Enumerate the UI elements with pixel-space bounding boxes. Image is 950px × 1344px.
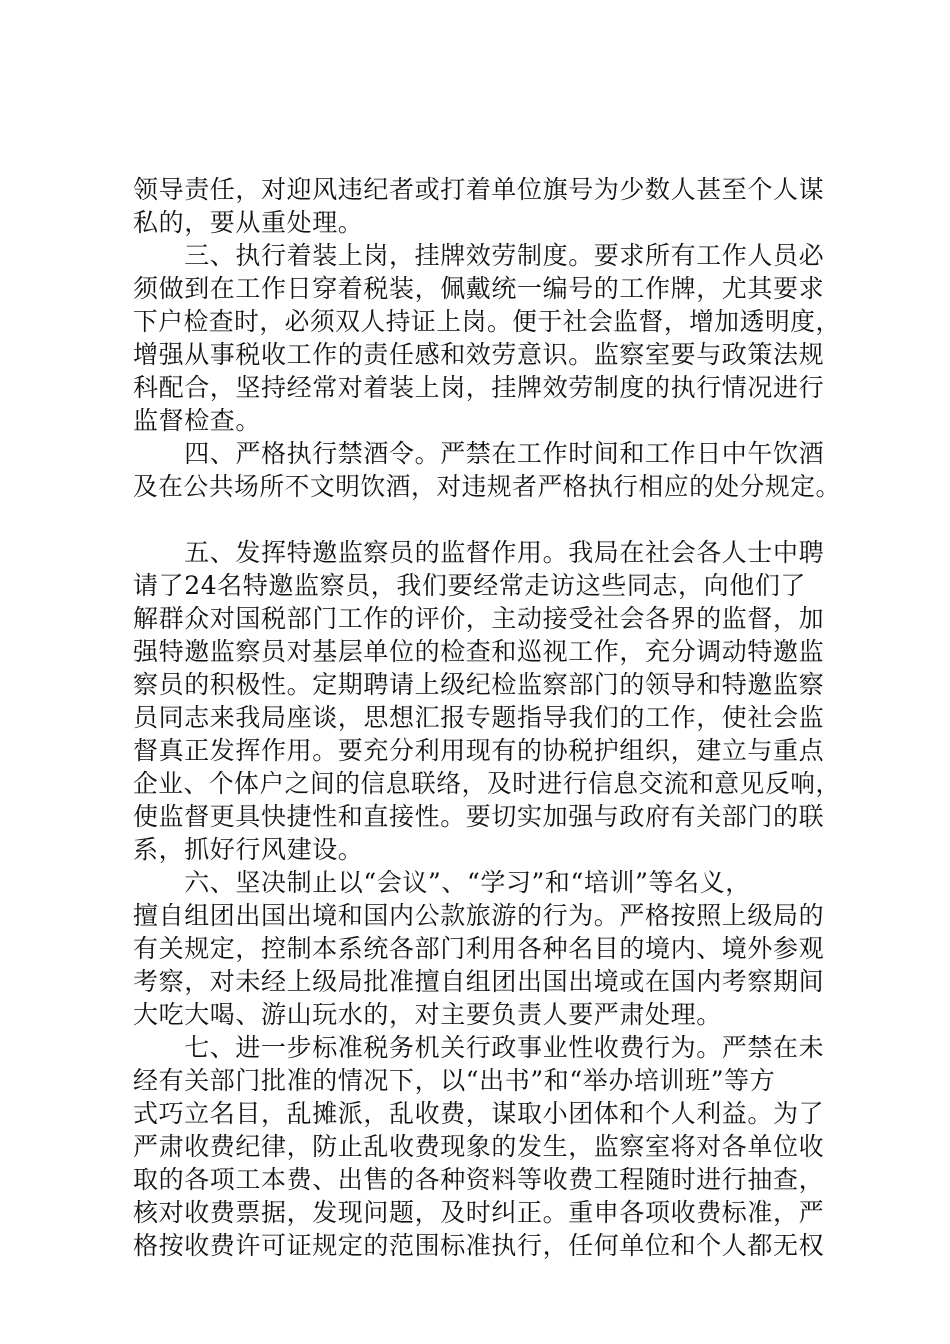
text-line: 请了24名特邀监察员，我们要经常走访这些同志，向他们了 (133, 571, 807, 600)
text-line: 四、严格执行禁酒令。严禁在工作时间和工作日中午饮酒 (133, 439, 825, 468)
text-line: 考察，对未经上级局批准擅自组团出国出境或在国内考察期间 (133, 967, 825, 996)
text-line: 式巧立名目，乱摊派，乱收费，谋取小团体和个人利益。为了 (133, 1099, 825, 1128)
text-line: 下户检查时，必须双人持证上岗。便于社会监督，增加透明度， (133, 307, 841, 336)
text-line: 严肃收费纪律，防止乱收费现象的发生，监察室将对各单位收 (133, 1132, 825, 1161)
text-line: 经有关部门批准的情况下，以“出书”和“举办培训班”等方 (133, 1066, 776, 1095)
text-line: 六、坚决制止以“会议”、“学习”和“培训”等名义， (133, 868, 751, 897)
text-line: 员同志来我局座谈，思想汇报专题指导我们的工作，使社会监 (133, 703, 825, 732)
text-line: 监督检查。 (133, 406, 262, 435)
text-line: 七、进一步标准税务机关行政事业性收费行为。严禁在未 (133, 1033, 825, 1062)
text-line: 企业、个体户之间的信息联络，及时进行信息交流和意见反响， (133, 769, 841, 798)
text-line: 大吃大喝、游山玩水的，对主要负责人要严肃处理。 (133, 1000, 722, 1029)
text-line: 督真正发挥作用。要充分利用现有的协税护组织，建立与重点 (133, 736, 825, 765)
text-line: 强特邀监察员对基层单位的检查和巡视工作，充分调动特邀监 (133, 637, 825, 666)
text-line: 取的各项工本费、出售的各种资料等收费工程随时进行抽查， (133, 1165, 825, 1194)
text-line: 擅自组团出国出境和国内公款旅游的行为。严格按照上级局的 (133, 901, 825, 930)
text-line: 三、执行着装上岗，挂牌效劳制度。要求所有工作人员必 (133, 241, 825, 270)
text-line: 解群众对国税部门工作的评价，主动接受社会各界的监督，加 (133, 604, 825, 633)
text-line: 科配合，坚持经常对着装上岗，挂牌效劳制度的执行情况进行 (133, 373, 825, 402)
text-line: 及在公共场所不文明饮酒，对违规者严格执行相应的处分规定。 (133, 472, 841, 501)
text-line: 须做到在工作日穿着税装，佩戴统一编号的工作牌，尤其要求 (133, 274, 825, 303)
text-line: 私的，要从重处理。 (133, 208, 364, 237)
text-line: 核对收费票据，发现问题，及时纠正。重申各项收费标准，严 (133, 1198, 825, 1227)
text-line: 格按收费许可证规定的范围标准执行，任何单位和个人都无权 (133, 1231, 825, 1260)
text-line: 增强从事税收工作的责任感和效劳意识。监察室要与政策法规 (133, 340, 825, 369)
text-line: 系，抓好行风建设。 (133, 835, 364, 864)
text-line: 察员的积极性。定期聘请上级纪检监察部门的领导和特邀监察 (133, 670, 825, 699)
text-line: 领导责任，对迎风违纪者或打着单位旗号为少数人甚至个人谋 (133, 175, 825, 204)
text-line: 有关规定，控制本系统各部门利用各种名目的境内、境外参观 (133, 934, 825, 963)
text-line: 五、发挥特邀监察员的监督作用。我局在社会各人士中聘 (133, 538, 825, 567)
text-line: 使监督更具快捷性和直接性。要切实加强与政府有关部门的联 (133, 802, 825, 831)
